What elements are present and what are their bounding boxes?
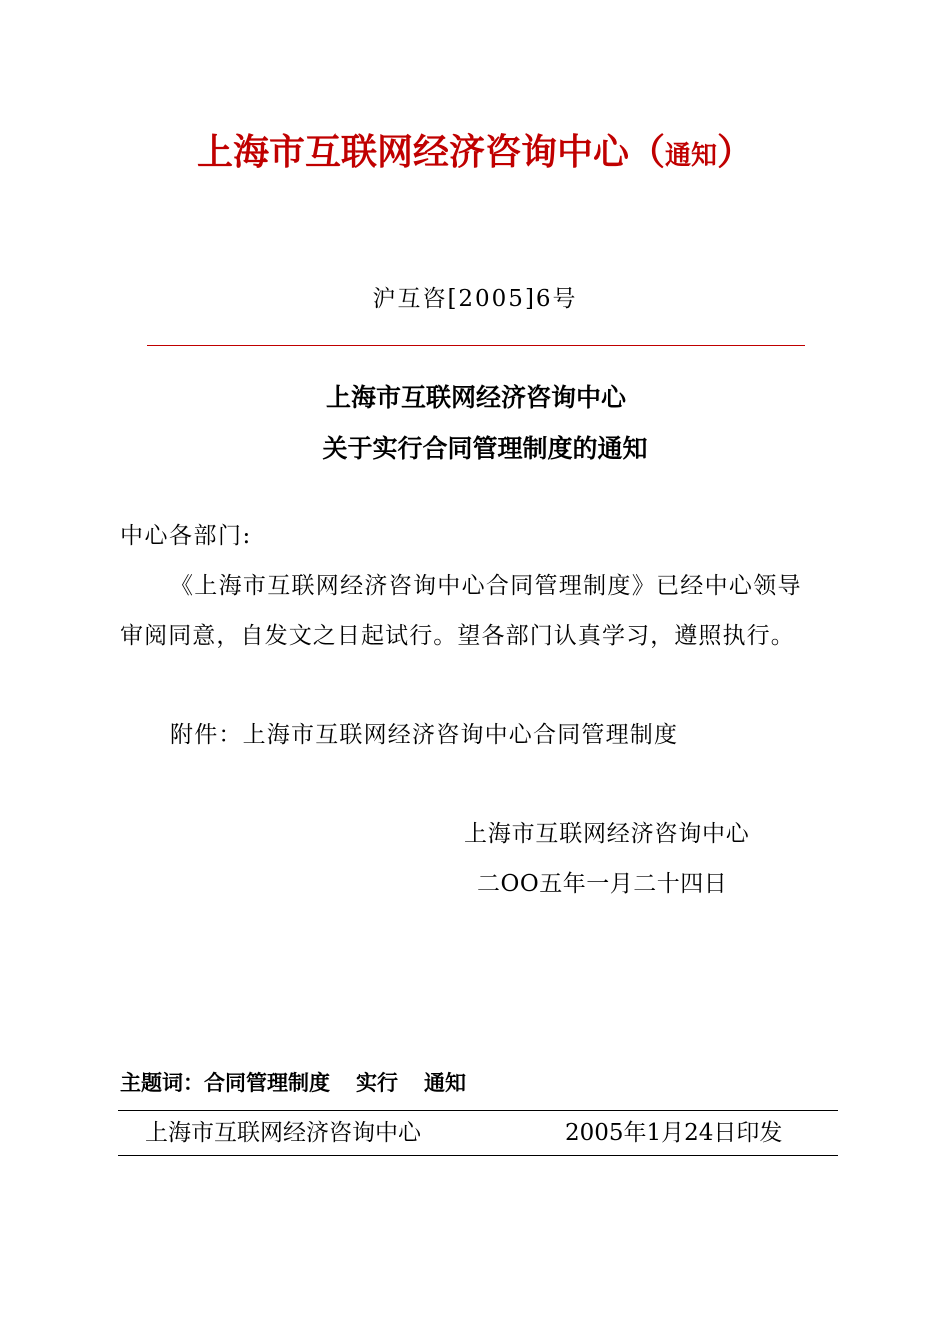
keyword-item: 通知 <box>424 1071 466 1095</box>
body-paragraph-line-1: 《上海市互联网经济咨询中心合同管理制度》已经中心领导 <box>170 573 802 599</box>
notice-title-line-1: 上海市互联网经济咨询中心 <box>325 383 626 412</box>
footer-print-date: 2005年1月24日印发 <box>565 1120 783 1146</box>
salutation: 中心各部门: <box>120 523 252 549</box>
attachment-note: 附件：上海市互联网经济咨询中心合同管理制度 <box>170 722 679 748</box>
signature-organization: 上海市互联网经济咨询中心 <box>464 821 750 847</box>
header-title-close: ） <box>717 132 754 173</box>
body-paragraph-line-2: 审阅同意，自发文之日起试行。望各部门认真学习，遵照执行。 <box>120 623 795 649</box>
keyword-item: 实行 <box>356 1071 398 1095</box>
document-header-title <box>0 128 950 181</box>
footer-issuing-organization: 上海市互联网经济咨询中心 <box>145 1120 421 1146</box>
document-number: 沪互咨[2005]6号 <box>372 286 578 312</box>
subject-keywords <box>120 1067 466 1099</box>
footer-top-rule <box>118 1110 838 1111</box>
keyword-item: 合同管理制度 <box>204 1071 330 1095</box>
notice-title-line-2: 关于实行合同管理制度的通知 <box>322 434 648 463</box>
signature-date: 二OO五年一月二十四日 <box>477 871 728 897</box>
footer-bottom-rule <box>118 1155 838 1156</box>
header-title-main: 上海市互联网经济咨询中心（ <box>196 132 665 173</box>
red-separator-line <box>147 345 805 346</box>
keywords-label: 主题词： <box>120 1071 204 1095</box>
header-title-suffix: 通知 <box>664 141 717 171</box>
